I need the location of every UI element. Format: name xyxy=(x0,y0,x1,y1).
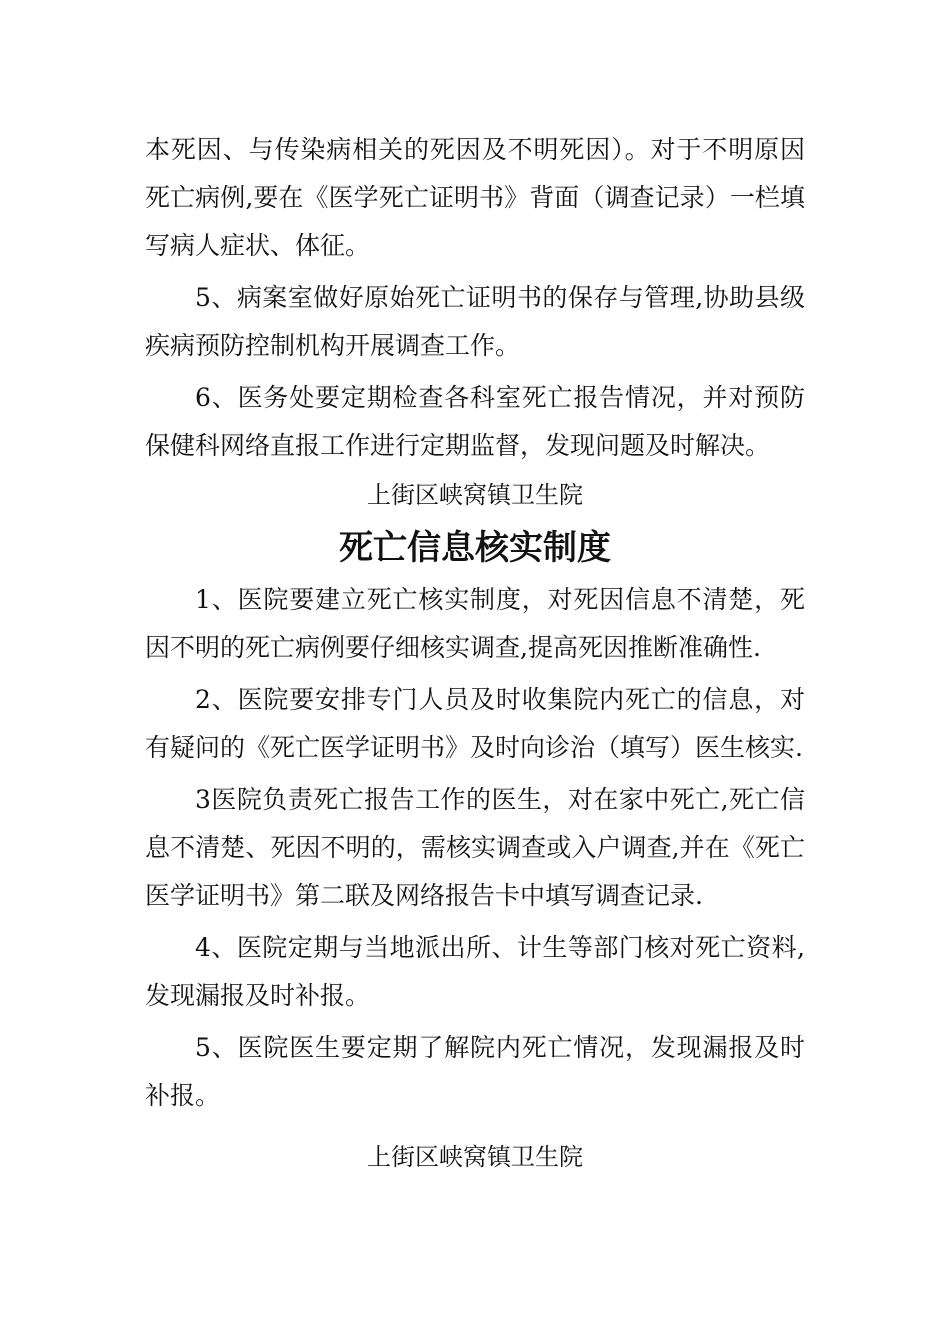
section1-item-6: 6、医务处要定期检查各科室死亡报告情况，并对预防保健科网络直报工作进行定期监督，发现问题及时解决。 xyxy=(145,383,805,460)
document-title: 死亡信息核实制度 xyxy=(339,528,611,568)
section2-item-4: 4、医院定期与当地派出所、计生等部门核对死亡资料,发现漏报及时补报。 xyxy=(145,933,805,1010)
section2-item-3: 3医院负责死亡报告工作的医生，对在家中死亡,死亡信息不清楚、死因不明的，需核实调查或入户调查,并在《死亡医学证明书》第二联及网络报告卡中填写调查记录. xyxy=(145,785,805,910)
section1-organization: 上街区峡窝镇卫生院 xyxy=(367,481,583,509)
section1-item-5: 5、病案室做好原始死亡证明书的保存与管理,协助县级疾病预防控制机构开展调查工作。 xyxy=(145,283,805,360)
section2-item-5: 5、医院医生要定期了解院内死亡情况，发现漏报及时补报。 xyxy=(145,1033,805,1110)
section2-organization: 上街区峡窝镇卫生院 xyxy=(367,1143,583,1171)
document-page xyxy=(145,126,805,1180)
section1-continuation: 本死因、与传染病相关的死因及不明死因）。对于不明原因死亡病例,要在《医学死亡证明书》背面（调查记录）一栏填写病人症状、体征。 xyxy=(145,135,805,260)
section2-item-1: 1、医院要建立死亡核实制度，对死因信息不清楚，死因不明的死亡病例要仔细核实调查,提高死因推断准确性. xyxy=(145,585,805,662)
section2-item-2: 2、医院要安排专门人员及时收集院内死亡的信息，对有疑问的《死亡医学证明书》及时向诊治（填写）医生核实. xyxy=(145,685,805,762)
